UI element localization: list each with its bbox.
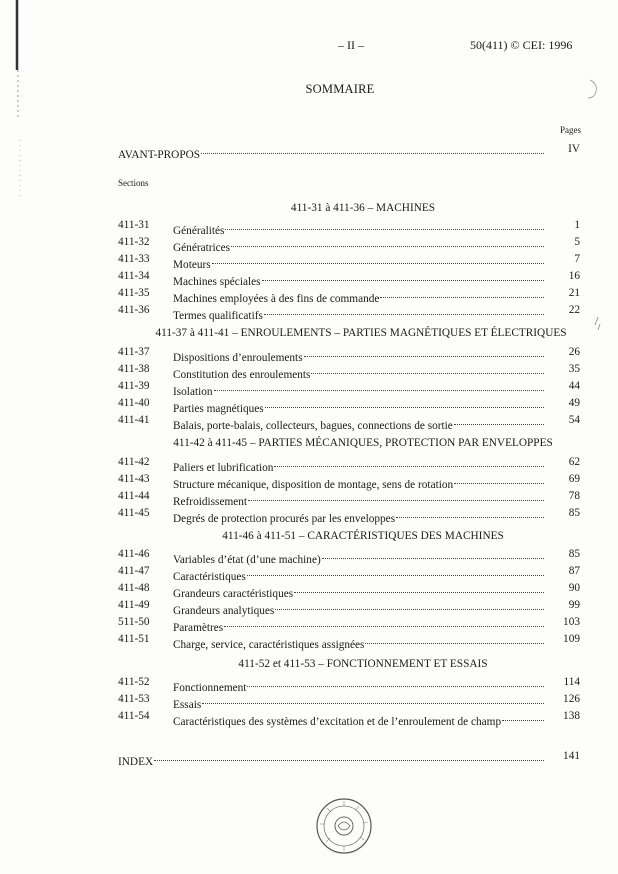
toc-entry-text: Généralités xyxy=(173,225,225,237)
toc-entry-text: Balais, porte-balais, collecteurs, bagues, connections de sortie xyxy=(173,420,453,432)
library-seal-stamp xyxy=(314,796,374,856)
section-heading: 411-37 à 411-41 – ENROULEMENTS – PARTIES MAGNÉTIQUES ET ÉLECTRIQUES xyxy=(155,327,567,339)
section-heading: 411-42 à 411-45 – PARTIES MÉCANIQUES, PROTECTION PAR ENVELOPPES xyxy=(173,437,553,449)
toc-entry-text: Moteurs xyxy=(173,259,211,271)
scan-speck xyxy=(595,317,600,330)
dot-leader xyxy=(262,264,544,281)
toc-page-number: 109 xyxy=(563,633,580,645)
toc-section-number: 411-35 xyxy=(118,287,150,299)
toc-entry-text: Parties magnétiques xyxy=(173,403,264,415)
toc-section-number: 411-38 xyxy=(118,363,150,375)
toc-entry-text: Variables d’état (d’une machine) xyxy=(173,554,321,566)
toc-entry-text: Isolation xyxy=(173,386,213,398)
toc-entry-text: Machines spéciales xyxy=(173,276,261,288)
toc-section-number: 411-54 xyxy=(118,710,150,722)
toc-row[interactable] xyxy=(118,708,580,728)
dot-leader xyxy=(294,576,544,593)
toc-section-number: 411-49 xyxy=(118,599,150,611)
dot-leader xyxy=(454,467,544,484)
toc-entry-text: Caractéristiques des systèmes d’excitation et de l’enroulement de champ xyxy=(173,716,502,728)
toc-section-number: 411-32 xyxy=(118,236,150,248)
toc-page-number: 85 xyxy=(568,507,580,519)
page-title: SOMMAIRE xyxy=(305,82,375,96)
toc-entry-text: AVANT-PROPOS xyxy=(118,149,201,161)
toc-page-number: 21 xyxy=(568,287,580,299)
dot-leader xyxy=(224,610,544,627)
toc-entry-text: Grandeurs caractéristiques xyxy=(173,588,294,600)
toc-page-number: 35 xyxy=(568,363,580,375)
dot-leader xyxy=(502,704,544,721)
toc-section-number: 411-40 xyxy=(118,397,150,409)
toc-section-number: 411-52 xyxy=(118,676,150,688)
dot-leader xyxy=(264,298,544,315)
toc-page-number: IV xyxy=(568,143,580,155)
dot-leader xyxy=(322,542,544,559)
toc-page-number: 5 xyxy=(574,236,580,248)
dot-leader xyxy=(201,137,544,154)
toc-page-number: 103 xyxy=(563,616,580,628)
toc-row[interactable] xyxy=(118,505,580,525)
dot-leader xyxy=(154,744,544,761)
dot-leader xyxy=(265,391,544,408)
toc-section-number: 411-33 xyxy=(118,253,150,265)
toc-page-number: 44 xyxy=(568,380,580,392)
toc-section-number: 411-34 xyxy=(118,270,150,282)
dot-leader xyxy=(212,247,544,264)
toc-section-number: 411-45 xyxy=(118,507,150,519)
toc-entry-text: Paliers et lubrification xyxy=(173,462,274,474)
toc-entry-text: Paramètres xyxy=(173,622,224,634)
toc-page-number: 1 xyxy=(574,219,580,231)
toc-entry-text: Essais xyxy=(173,699,202,711)
toc-section-number: 411-44 xyxy=(118,490,150,502)
page-number-label: – II – xyxy=(338,38,364,52)
section-heading: 411-46 à 411-51 – CARACTÉRISTIQUES DES MACHINES xyxy=(222,530,504,542)
toc-section-number: 411-53 xyxy=(118,693,150,705)
dot-leader xyxy=(396,501,544,518)
toc-page-number: 114 xyxy=(563,676,580,688)
toc-page-number: 7 xyxy=(574,253,580,265)
dot-leader xyxy=(247,670,544,687)
toc-row[interactable] xyxy=(118,631,580,651)
toc-section-number: 411-39 xyxy=(118,380,150,392)
toc-row[interactable] xyxy=(118,302,580,322)
toc-entry-text: Structure mécanique, disposition de montage, sens de rotation xyxy=(173,479,454,491)
toc-page-number: 85 xyxy=(568,548,580,560)
toc-entry-text: Refroidissement xyxy=(173,496,248,508)
dot-leader xyxy=(380,281,544,298)
toc-page-number: 90 xyxy=(568,582,580,594)
toc-section-number: 411-46 xyxy=(118,548,150,560)
dot-leader xyxy=(247,559,544,576)
document-reference: 50(411) © CEI: 1996 xyxy=(470,38,573,52)
toc-page-number: 99 xyxy=(568,599,580,611)
toc-entry-text: Dispositions d’enroulements xyxy=(173,352,303,364)
toc-section-number: 411-36 xyxy=(118,304,150,316)
toc-entry-text: Degrés de protection procurés par les enveloppes xyxy=(173,513,396,525)
toc-section-number: 411-37 xyxy=(118,346,150,358)
toc-entry-text: Fonctionnement xyxy=(173,682,247,694)
toc-section-number: 411-51 xyxy=(118,633,150,645)
toc-section-number: 411-42 xyxy=(118,456,150,468)
toc-page-number: 78 xyxy=(568,490,580,502)
toc-entry-text: Constitution des enroulements xyxy=(173,369,311,381)
dot-leader xyxy=(311,357,544,374)
sections-label: Sections xyxy=(118,178,149,188)
dot-leader xyxy=(274,450,544,467)
toc-page-number: 16 xyxy=(568,270,580,282)
toc-entry-text: Génératrices xyxy=(173,242,231,254)
toc-page-number: 87 xyxy=(568,565,580,577)
toc-section-number: 411-48 xyxy=(118,582,150,594)
toc-entry-text: Machines employées à des fins de commande xyxy=(173,293,380,305)
pages-column-label: Pages xyxy=(560,125,581,135)
dot-leader xyxy=(454,408,544,425)
dot-leader xyxy=(214,374,544,391)
dot-leader xyxy=(248,484,544,501)
dot-leader xyxy=(202,687,544,704)
toc-row[interactable] xyxy=(118,412,580,432)
toc-page-number: 49 xyxy=(568,397,580,409)
toc-row-avant-propos[interactable] xyxy=(118,141,580,161)
dot-leader xyxy=(365,627,544,644)
toc-page-number: 54 xyxy=(568,414,580,426)
section-heading: 411-52 et 411-53 – FONCTIONNEMENT ET ESSAIS xyxy=(238,658,488,670)
toc-page-number: 138 xyxy=(563,710,580,722)
toc-entry-text: Termes qualificatifs xyxy=(173,310,263,322)
toc-section-number: 411-31 xyxy=(118,219,150,231)
toc-entry-text: INDEX xyxy=(118,756,154,768)
toc-page-number: 126 xyxy=(563,693,580,705)
toc-entry-text: Charge, service, caractéristiques assignées xyxy=(173,639,365,651)
toc-section-number: 411-47 xyxy=(118,565,150,577)
toc-section-number: 411-41 xyxy=(118,414,150,426)
toc-page-number: 22 xyxy=(568,304,580,316)
dot-leader xyxy=(275,593,544,610)
toc-row-index[interactable] xyxy=(118,748,580,768)
dot-leader xyxy=(231,230,544,247)
toc-entry-text: Caractéristiques xyxy=(173,571,246,583)
toc-page-number: 141 xyxy=(563,750,580,762)
toc-entry-text: Grandeurs analytiques xyxy=(173,605,275,617)
toc-section-number: 411-43 xyxy=(118,473,150,485)
toc-section-number: 511-50 xyxy=(118,616,150,628)
dot-leader xyxy=(225,213,544,230)
toc-page-number: 69 xyxy=(568,473,580,485)
toc-page-number: 26 xyxy=(568,346,580,358)
dot-leader xyxy=(304,340,544,357)
toc-page-number: 62 xyxy=(568,456,580,468)
section-heading: 411-31 à 411-36 – MACHINES xyxy=(290,202,436,214)
